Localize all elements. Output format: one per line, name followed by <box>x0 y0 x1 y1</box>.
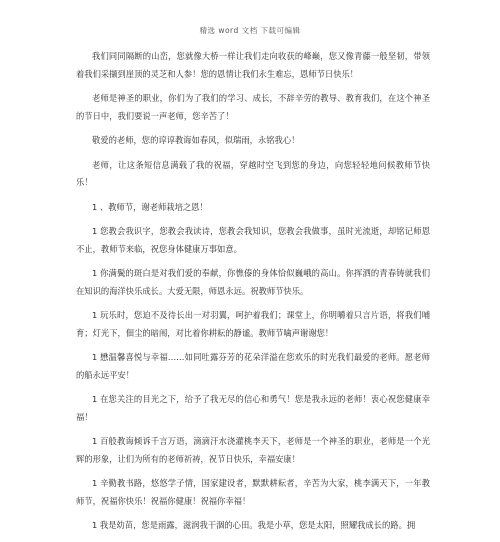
paragraph: 1 您教会我识字，您教会我读诗，您教会我知识，您教会我做事，虽时光流逝，却铭记师恩不止，教师节来临，祝您身体健康万事如意。 <box>76 226 430 254</box>
paragraph: 老师是神圣的职业，你们为了我们的学习、成长，不辞辛劳的教导、教育我们，在这个神圣的节日中，我们要说一声老师，您辛苦了！ <box>76 93 430 121</box>
paragraph: 老师，让这条短信息满载了我的祝福，穿越时空飞到您的身边，向您轻轻地问候教师节快乐！ <box>76 159 430 187</box>
document-body <box>76 48 430 542</box>
page-header: 精选 word 文档 下载可编辑 <box>199 26 301 35</box>
paragraph: 1 你满鬓的斑白是对我们爱的奉献，你憔傣的身体恰似巍峨的高山。你挥洒的青春铸就我们在知识的海洋快乐成长。大爱无限，师恩永远。祝教师节快乐。 <box>76 268 430 296</box>
paragraph: 敬爱的老师，您的谆谆教诲如春风，似瑞雨，永铭我心！ <box>92 135 300 145</box>
paragraph: 1 我是幼苗，您是雨露，滋润我干涸的心田。我是小草，您是太阳，照耀我成长的路。拥 <box>92 520 416 530</box>
paragraph: 1 在您关注的目光之下，给予了我无尽的信心和勇气！您是我永远的老师！衷心祝您健康幸福！ <box>76 394 430 422</box>
paragraph: 1 懋温馨喜悦与幸福……如同吐露芬芳的花朵洋溢在您欢乐的时光我们最爱的老师。愿老师的船永远平安！ <box>76 352 430 380</box>
paragraph: 1 玩乐时，您迫不及待长出一对羽翼，呵护着我们；课堂上，你明嚼着只言片语，将我们哺育；灯光下，佃尘的暗闱，对比着你耕耘的静谧。教师节噙声谢谢您！ <box>76 310 430 338</box>
paragraph: 1 辛勤教书路，悠悠学子情，国家建设者，默默耕耘者，辛苦为大家，桃李满天下，一年教师节，祝福你快乐！祝福你健康！祝福你幸福！ <box>76 478 430 506</box>
paragraph: 我们同同隔断的山峦，您就像大桥一样让我们走向收获的峰巅，您又像青藤一般坚韧，带领着我们采撷到崖顶的灵芝和人参！您的恩情让我们永生难忘，恩师节日快乐！ <box>76 51 430 79</box>
paragraph: 1 、教师节，谢老师栽培之恩！ <box>92 201 208 212</box>
paragraph: 1 百般教诲倾诉千言万语，滴滴汗水浇灌桃李天下，老师是一个神圣的职业，老师是一个光辉的形象，让们为所有的老师祈祷，祝节日快乐，幸福安康！ <box>76 436 430 464</box>
